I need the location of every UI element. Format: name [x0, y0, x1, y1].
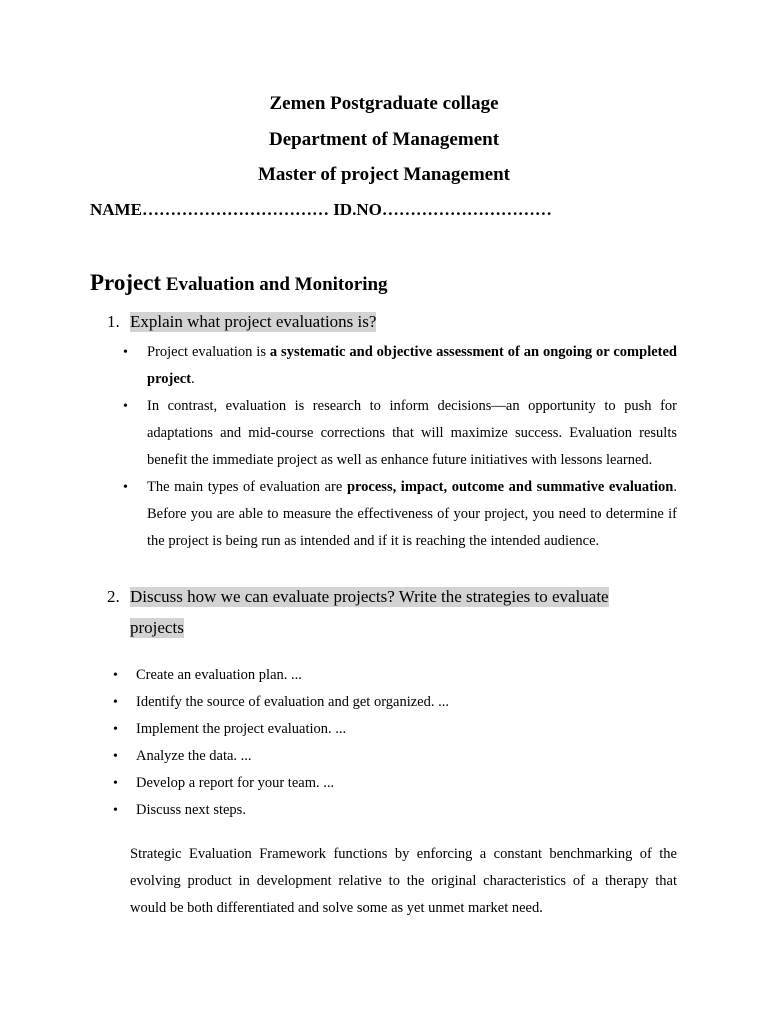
q1-bullet-1-text: Project evaluation is — [147, 344, 270, 360]
question-2-text-line2: projects — [130, 618, 184, 637]
question-2-text-line1: Discuss how we can evaluate projects? Write the strategies to evaluate — [130, 587, 609, 606]
closing-paragraph: Strategic Evaluation Framework functions by enforcing a constant benchmarking of the evolving product in development relative to the original characteristics of a therapy that would be both differentiated and solve some as yet unmet market need. — [130, 846, 677, 916]
bullet-dot: • — [113, 749, 118, 764]
question-1-number: 1. — [107, 312, 120, 331]
program-title: Master of project Management — [257, 164, 511, 185]
name-id-line: NAME…………………………… ID.NO………………………… — [90, 200, 552, 219]
bullet-dot: • — [113, 695, 118, 710]
q1-bullet-3-end: . Before you are able to measure the effectiveness of your project, you need to determine if the project is being run as intended and if it is reaching the intended audience. — [147, 479, 677, 549]
bullet-dot: • — [123, 345, 128, 360]
q1-bullet-1-end: . — [191, 371, 195, 387]
section-title-rest: Evaluation and Monitoring — [161, 274, 388, 295]
section-title-first: Project — [90, 270, 162, 295]
bullet-dot: • — [123, 399, 128, 414]
q1-bullet-1 — [147, 339, 677, 393]
strategy-item-4: Analyze the data. ... — [136, 748, 252, 764]
q1-bullet-3 — [147, 474, 677, 555]
q1-bullet-1-bold: a systematic and objective assessment of an ongoing or completed project — [147, 344, 677, 387]
strategy-item-5: Develop a report for your team. ... — [136, 775, 335, 791]
bullet-dot: • — [113, 722, 118, 737]
section-title — [90, 270, 388, 296]
strategy-item-1: Create an evaluation plan. ... — [136, 667, 302, 683]
bullet-dot: • — [113, 776, 118, 791]
question-2-number: 2. — [107, 587, 120, 606]
bullet-dot: • — [113, 668, 118, 683]
strategy-item-3: Implement the project evaluation. ... — [136, 721, 347, 737]
bullet-dot: • — [113, 803, 118, 818]
q1-bullet-2 — [147, 393, 677, 474]
q1-bullet-2-text: In contrast, evaluation is research to inform decisions—an opportunity to push for adaptations and mid-course corrections that will maximize success. Evaluation results benefit the immediate project as well as enhance future initiatives with lessons learned. — [147, 398, 677, 468]
bullet-dot: • — [123, 480, 128, 495]
department-title: Department of Management — [268, 129, 500, 150]
q1-bullet-3-bold: process, impact, outcome and summative evaluation — [346, 479, 674, 495]
strategy-item-6: Discuss next steps. — [136, 802, 246, 818]
q1-bullet-3-text: The main types of evaluation are — [147, 479, 347, 495]
strategy-item-2: Identify the source of evaluation and get organized. ... — [136, 694, 449, 710]
question-1-text: Explain what project evaluations is? — [130, 312, 377, 331]
college-title: Zemen Postgraduate collage — [269, 93, 499, 114]
